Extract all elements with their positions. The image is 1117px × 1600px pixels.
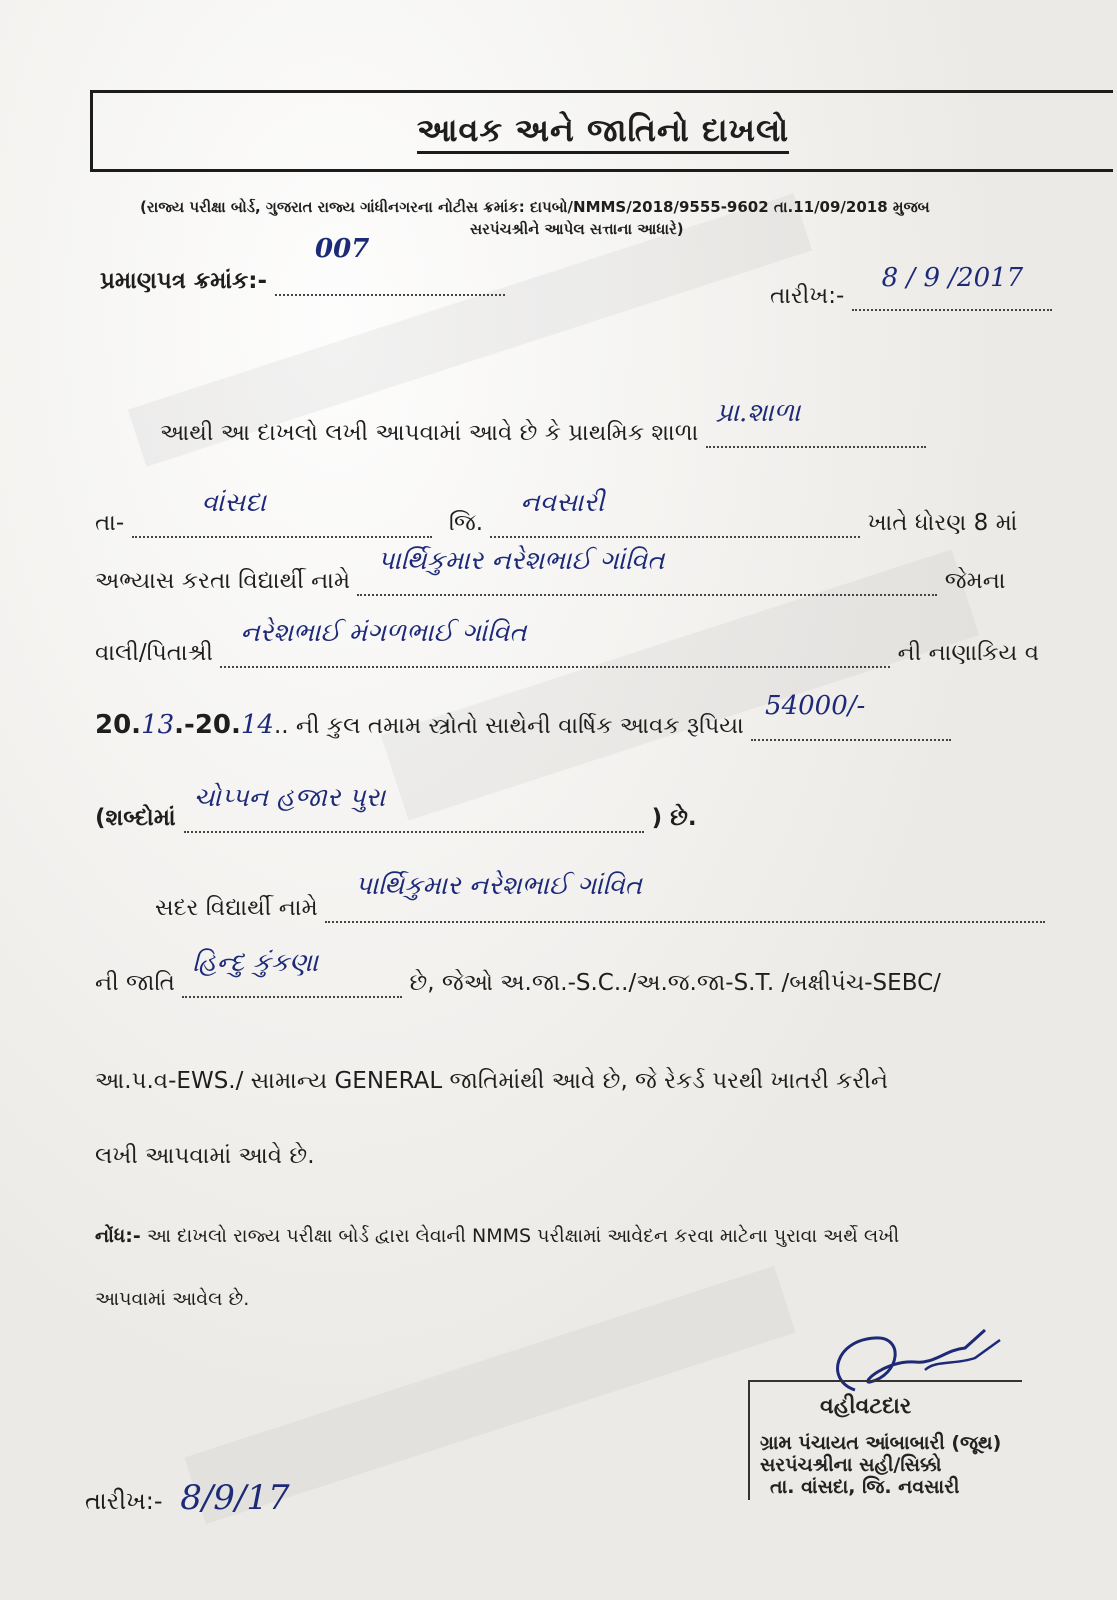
certificate-date-value: 8 / 9 /2017 — [881, 263, 1024, 293]
student-name-2-field — [325, 871, 1045, 923]
note-line-2: આપવામાં આવેલ છે. — [95, 1288, 250, 1310]
taluka-value: વાંસદા — [201, 488, 267, 518]
student-name-field — [357, 546, 937, 596]
body-line-4 — [95, 618, 1040, 668]
certificate-number-field — [275, 234, 505, 296]
student-name: પાર્થિકુમાર નરેશભાઈ ગાંવિત — [377, 546, 665, 576]
certificate-date-field — [852, 263, 1052, 311]
certificate-date-row — [770, 263, 1052, 311]
certificate-date-label: તારીખ:- — [770, 283, 845, 309]
authority-note-line2: સરપંચશ્રીને આપેલ સત્તાના આધારે) — [470, 220, 684, 238]
certificate-number-row — [100, 234, 505, 296]
stamp-line-3: તા. વાંસદા, જિ. નવસારી — [770, 1476, 960, 1498]
body-line-5-text: .. ની કુલ તમામ સ્ત્રોતો સાથેની વાર્ષિક આવક રૂપિયા — [273, 713, 744, 739]
income-field — [751, 691, 951, 741]
footer-date-label: તારીખ:- — [85, 1487, 163, 1515]
body-line-10: લખી આપવામાં આવે છે. — [95, 1143, 315, 1169]
certificate-number-label: પ્રમાણપત્ર ક્રમાંક:- — [100, 268, 268, 294]
guardian-name: નરેશભાઈ મંગળભાઈ ગાંવિત — [240, 618, 527, 648]
school-name: પ્રા.શાળા — [715, 398, 801, 428]
body-line-8-suffix: છે, જેઓ અ.જા.-S.C../અ.જ.જા-S.T. /બક્ષીપંચ-SEBC/ — [409, 970, 941, 996]
body-line-7-prefix: સદર વિદ્યાર્થી નામે — [155, 895, 318, 921]
certificate-number-value: 007 — [315, 234, 370, 264]
note-text-1: આ દાખલો રાજ્ય પરીક્ષા બોર્ડ દ્વારા લેવાની NMMS પરીક્ષામાં આવેદન કરવા માટેના પુરાવા અર્થે લખી — [146, 1225, 900, 1247]
body-line-3-prefix: અભ્યાસ કરતા વિદ્યાર્થી નામે — [95, 568, 351, 594]
body-line-8 — [95, 948, 941, 998]
caste-field — [182, 948, 402, 998]
stamp-title: વહીવટદાર — [820, 1394, 912, 1419]
body-line-5 — [95, 691, 951, 741]
year-from: 13 — [141, 710, 175, 740]
income-words-field — [184, 783, 644, 833]
taluka-field — [132, 488, 432, 538]
year-mid: .-20. — [174, 710, 241, 740]
document-title: આવક અને જાતિનો દાખલો — [93, 111, 1113, 150]
body-line-3-suffix: જેમના — [944, 568, 1006, 594]
year-prefix: 20. — [95, 710, 142, 740]
body-line-9: આ.પ.વ-EWS./ સામાન્ય GENERAL જાતિમાંથી આવે છે, જે રેકર્ડ પરથી ખાતરી કરીને — [95, 1068, 888, 1094]
body-line-3 — [95, 546, 1006, 596]
year-to: 14 — [240, 710, 274, 740]
taluka-label: તા- — [95, 510, 125, 536]
body-line-6 — [95, 783, 697, 833]
student-name-2: પાર્થિકુમાર નરેશભાઈ ગાંવિત — [355, 871, 642, 901]
district-label: જિ. — [448, 510, 484, 536]
words-suffix: ) છે. — [651, 805, 697, 831]
district-value: નવસારી — [520, 488, 605, 518]
footer-date-row — [85, 1478, 290, 1518]
authority-note-line1: (રાજ્ય પરીક્ષા બોર્ડ, ગુજરાત રાજ્ય ગાંધીનગરના નોટીસ ક્રમાંક: દાપબો/NMMS/2018/9555-9602 તા.11/09/2018 મુજબ — [140, 198, 930, 216]
district-field — [490, 488, 860, 538]
title-box — [90, 90, 1113, 172]
body-line-2-suffix: ખાતે ધોરણ 8 માં — [867, 510, 1018, 536]
income-words: ચોપ્પન હજાર પુરા — [193, 783, 386, 813]
stamp-line-1: ગ્રામ પંચાયત આંબાબારી (જૂથ) — [760, 1432, 1002, 1454]
body-line-4-suffix: ની નાણાકિય વ — [897, 640, 1040, 666]
stamp-line-2: સરપંચશ્રીના સહી/સિક્કો — [760, 1454, 942, 1476]
official-stamp — [748, 1380, 1022, 1500]
guardian-label: વાલી/પિતાશ્રી — [95, 640, 214, 666]
body-line-1 — [160, 398, 926, 448]
note-label: નોંધ:- — [95, 1225, 141, 1247]
school-field — [706, 398, 926, 448]
caste-label: ની જાતિ — [95, 970, 175, 996]
footer-date-value: 8/9/17 — [180, 1478, 290, 1518]
guardian-field — [220, 618, 890, 668]
income-value: 54000/- — [765, 691, 866, 721]
body-line-2 — [95, 488, 1018, 538]
caste-value: હિન્દુ કુંકણા — [192, 948, 319, 978]
body-line-1-text: આથી આ દાખલો લખી આપવામાં આવે છે કે પ્રાથમિક શાળા — [160, 420, 699, 446]
words-label: (શબ્દોમાં — [95, 805, 176, 831]
note-line-1 — [95, 1225, 899, 1247]
body-line-7 — [155, 871, 1045, 923]
